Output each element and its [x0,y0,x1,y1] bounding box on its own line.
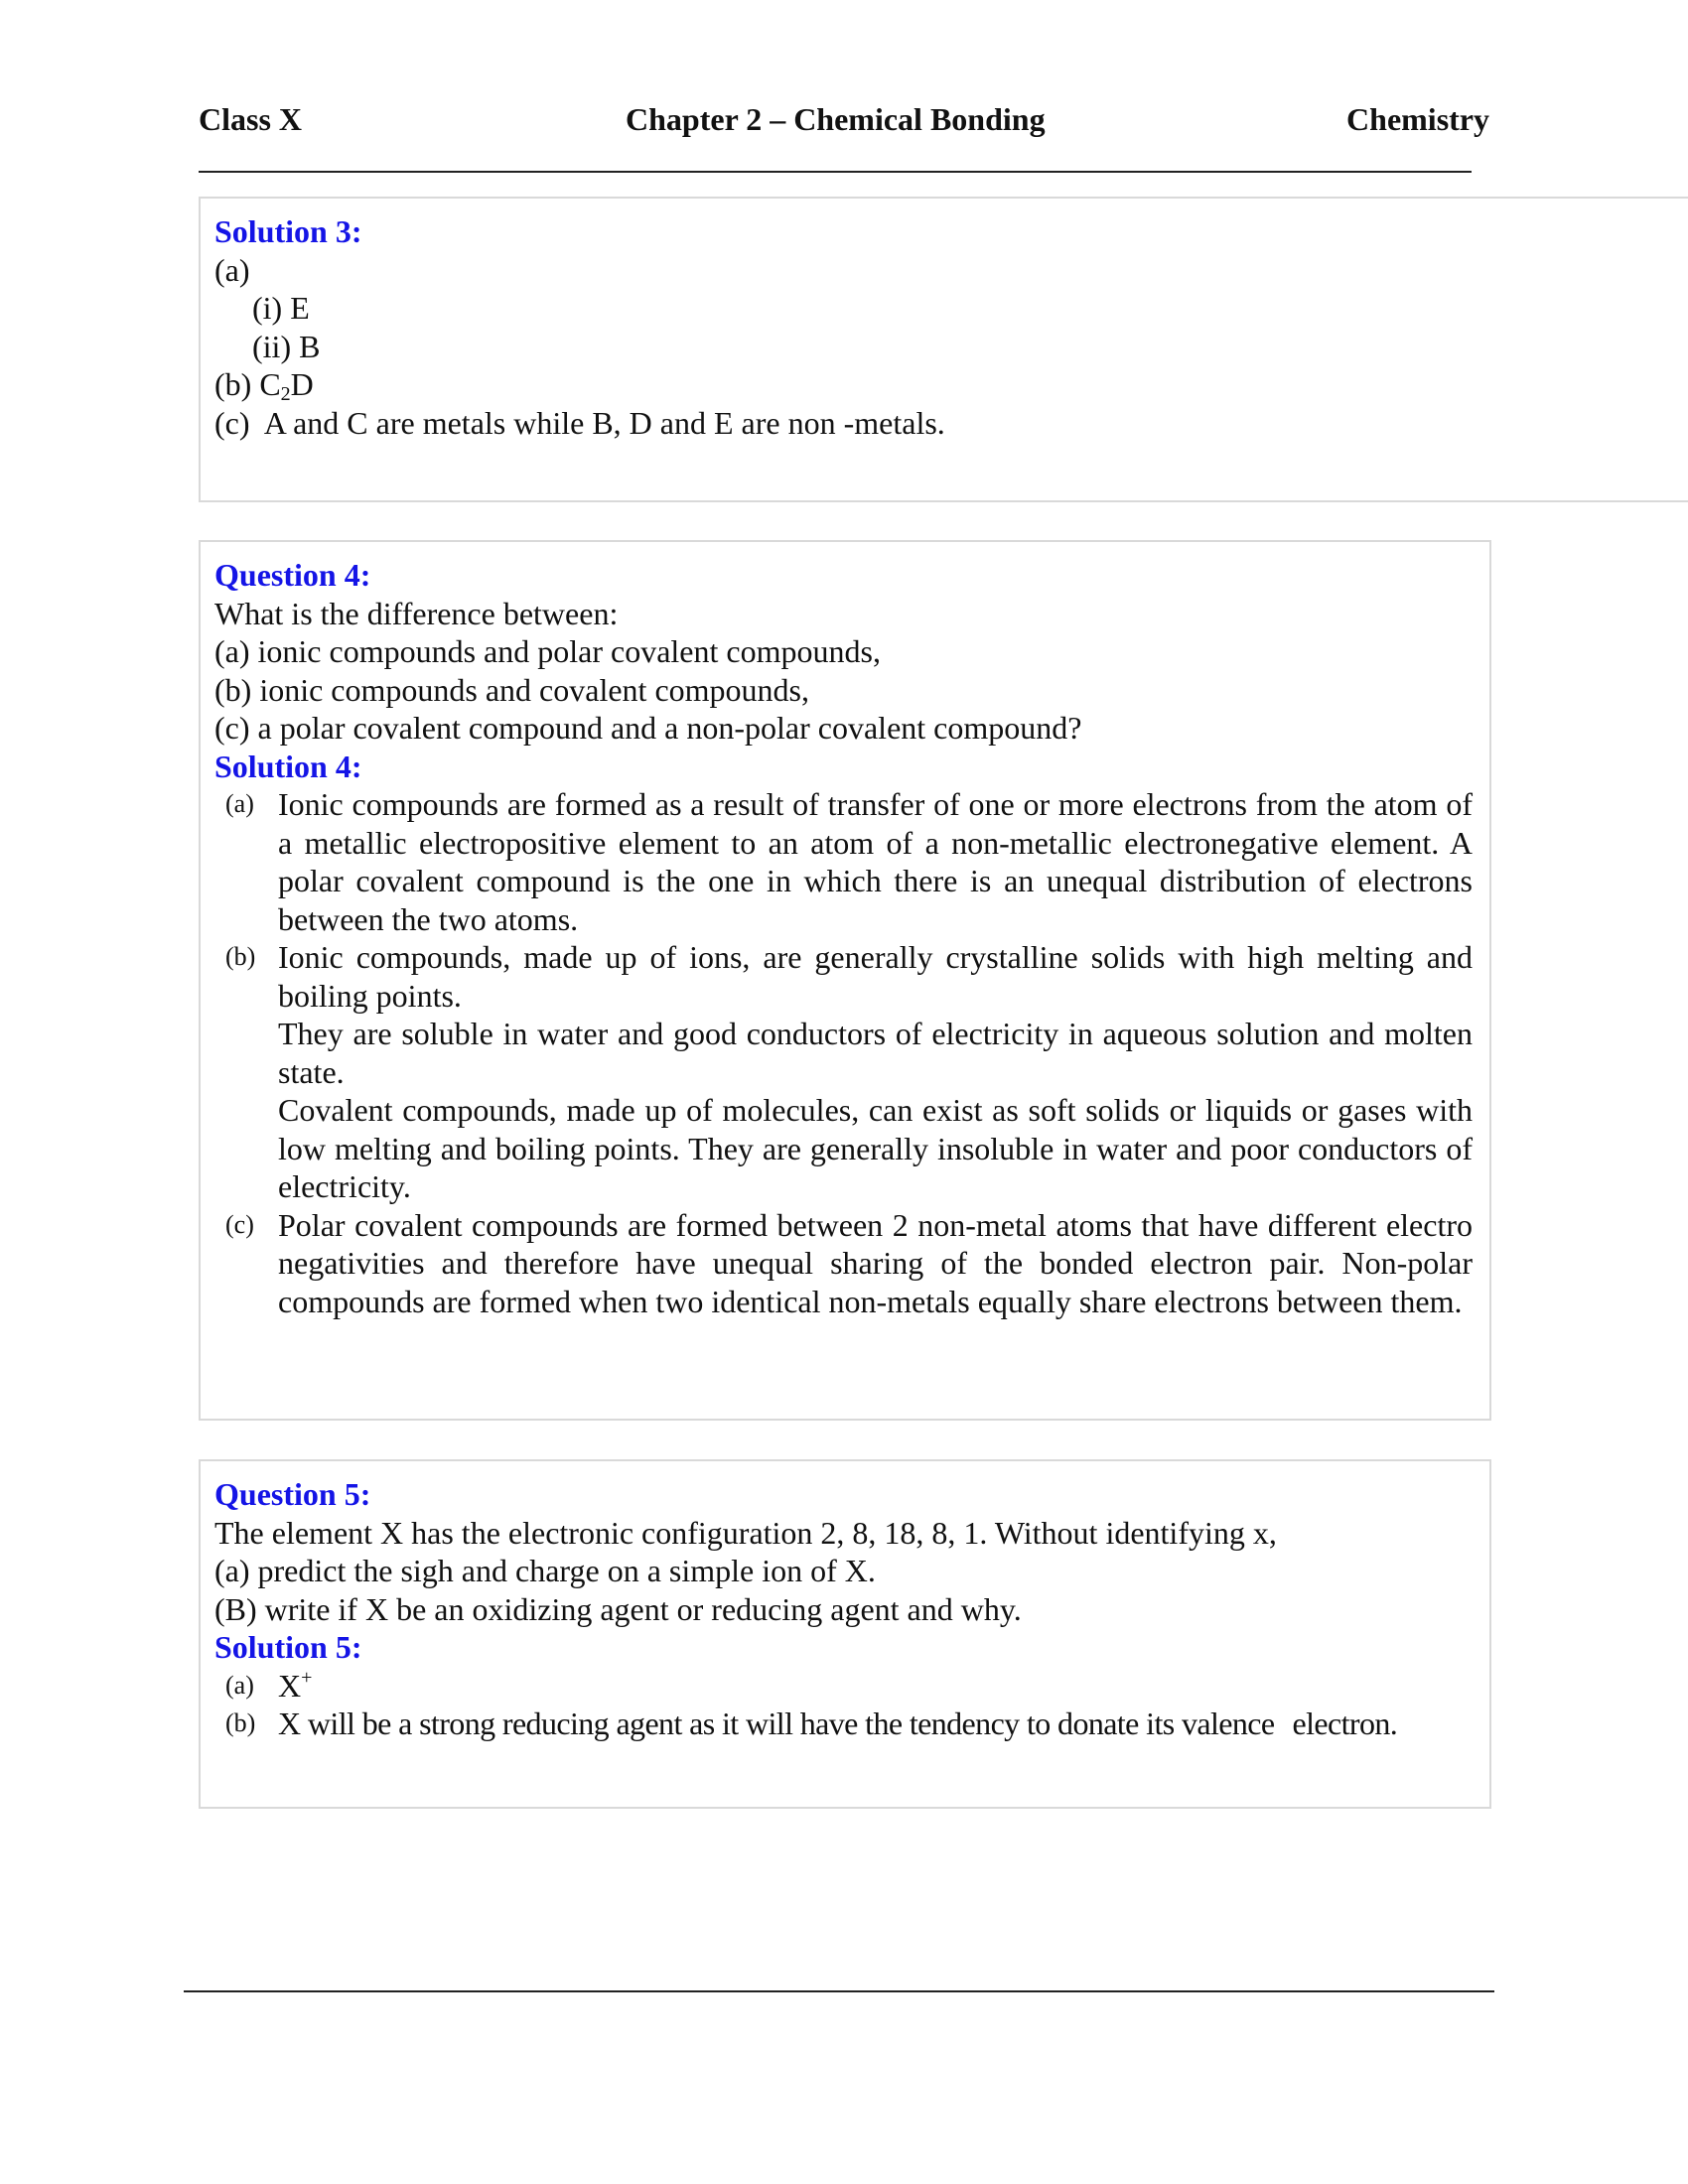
solution-4-answer-a [214,785,1476,938]
footer-divider [184,1990,1494,1992]
header-subject: Chemistry [1346,101,1489,137]
solution-4-answer-c [214,1206,1476,1321]
solution-5-heading: Solution 5: [214,1629,362,1665]
solution-3-c-text: A and C are metals while B, D and E are non -metals. [263,404,945,441]
ion-symbol: X [278,1667,302,1704]
answer-paragraph: Ionic compounds, made up of ions, are generally crystalline solids with high melting and boiling points. [278,939,1473,1014]
question-4-line: (b) ionic compounds and covalent compounds, [214,671,809,708]
answer-text-tail: electron. [1292,1706,1398,1741]
formula-subscript: 2 [280,383,291,405]
header-chapter-title: Chapter 2 – Chemical Bonding [626,101,1046,137]
question-5-box [199,1459,1491,1809]
solution-4-answer-b [214,938,1476,1206]
solution-3-b-label: (b) [214,366,252,402]
solution-4-heading: Solution 4: [214,748,362,784]
answer-marker: (c) [225,1209,254,1239]
question-4-line: (c) a polar covalent compound and a non-polar covalent compound? [214,710,1082,746]
solution-3-c [214,404,1676,443]
answer-paragraph: Covalent compounds, made up of molecules, can exist as soft solids or liquids or gases with low melting and boiling points. They are generally insoluble in water and poor conductors of electricity. [278,1092,1473,1204]
answer-marker: (b) [225,1708,256,1737]
question-5-heading: Question 5: [214,1476,371,1512]
question-5-line: The element X has the electronic configuration 2, 8, 18, 8, 1. Without identifying x, [214,1514,1277,1551]
solution-3-a-i: (i) E [252,290,310,326]
header-divider [199,171,1472,173]
answer-marker: (b) [225,942,256,971]
solution-3-a-label: (a) [214,251,250,288]
solution-3-heading: Solution 3: [214,213,362,249]
solution-3-a-ii: (ii) B [252,328,321,364]
solution-5-answer-a [214,1667,1476,1706]
question-5-line: (a) predict the sigh and charge on a simple ion of X. [214,1553,876,1588]
header-class: Class X [199,101,303,137]
answer-marker: (a) [225,789,254,818]
answer-text: X will be a strong reducing agent as it will have the tendency to donate its valence [278,1706,1275,1741]
solution-3-c-label: (c) [214,404,250,441]
question-4-line: (a) ionic compounds and polar covalent compounds, [214,633,881,669]
question-5-line: (B) write if X be an oxidizing agent or reducing agent and why. [214,1590,1022,1627]
ion-charge: + [301,1666,313,1689]
question-4-heading: Question 4: [214,557,371,593]
answer-marker: (a) [225,1670,254,1700]
solution-3-box [199,197,1688,502]
answer-paragraph: They are soluble in water and good conductors of electricity in aqueous solution and molten state. [278,1016,1473,1090]
question-4-box [199,540,1491,1421]
solution-5-answer-b [214,1705,1476,1743]
answer-paragraph: Polar covalent compounds are formed between 2 non-metal atoms that have different electro negativities and therefore have unequal sharing of the bonded electron pair. Non-polar compounds are formed when two identical non-metals equally share electrons between them. [278,1206,1473,1319]
solution-3-b [214,365,1676,404]
formula-c: C [259,366,281,402]
answer-paragraph: Ionic compounds are formed as a result of transfer of one or more electrons from the atom of a metallic electropositive element to an atom of a non-metallic electronegative element. A polar covalent compound is the one in which there is an unequal distribution of electrons between the two atoms. [278,786,1473,937]
formula-d: D [290,366,314,402]
question-4-line: What is the difference between: [214,595,619,631]
